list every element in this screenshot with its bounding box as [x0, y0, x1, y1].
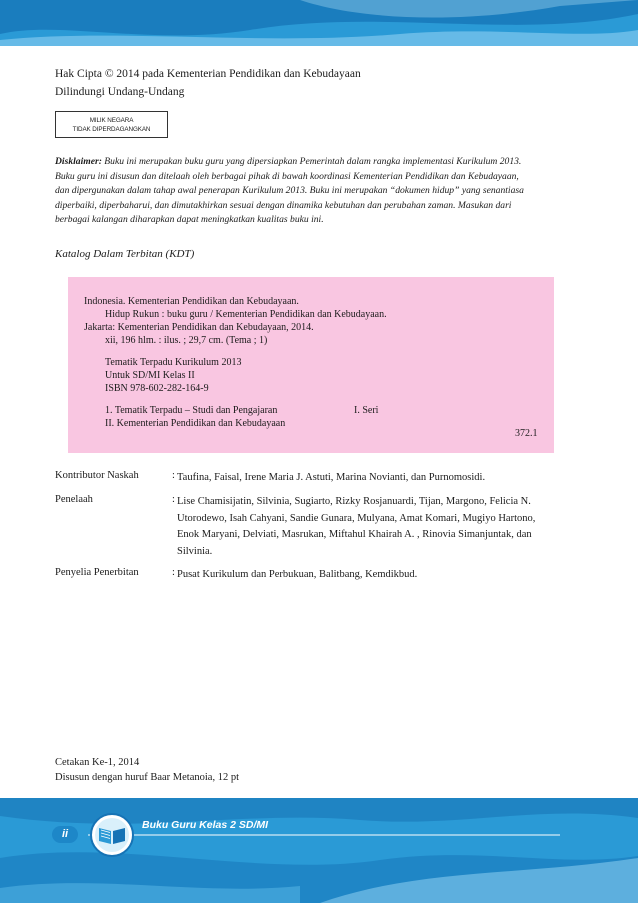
- kdt-series: I. Seri: [354, 405, 379, 416]
- disclaimer-line: Buku ini merupakan buku guru yang dipersiapkan Pemerintah dalam rangka implementasi Kurikulum 2013.: [101, 156, 522, 167]
- kdt-catalog-box: [68, 277, 554, 453]
- copyright-line: Hak Cipta © 2014 pada Kementerian Pendidikan dan Kebudayaan: [55, 68, 361, 80]
- kdt-subject: 1. Tematik Terpadu – Studi dan Pengajaran: [105, 405, 278, 416]
- disclaimer-line: dan dipergunakan dalam tahap awal penerapan Kurikulum 2013. Buku ini merupakan “dokumen hidup” yang senantiasa: [55, 185, 524, 197]
- reviewer-list: [177, 494, 557, 560]
- page-number: ii: [52, 826, 78, 843]
- stamp-line-2: TIDAK DIPERDAGANGKAN: [72, 126, 151, 133]
- kdt-line: Indonesia. Kementerian Pendidikan dan Kebudayaan.: [84, 296, 299, 307]
- colon: :: [172, 567, 175, 578]
- kdt-classification: 372.1: [515, 428, 538, 439]
- publisher-supervisor-label: Penyelia Penerbitan: [55, 567, 139, 578]
- kdt-line: Jakarta: Kementerian Pendidikan dan Kebudayaan, 2014.: [84, 322, 314, 333]
- contributor-label: Kontributor Naskah: [55, 470, 139, 481]
- kdt-line: xii, 196 hlm. : ilus. ; 29,7 cm. (Tema ; 1): [105, 335, 268, 346]
- open-book-icon: [89, 812, 135, 858]
- protection-line: Dilindungi Undang-Undang: [55, 86, 185, 98]
- disclaimer-line: diperbaiki, diperbaharui, dan dimutakhirkan sesuai dengan dinamika kebutuhan dan perubahan zaman. Masukan dari: [55, 199, 512, 211]
- top-decorative-band: [0, 0, 638, 46]
- kdt-line: II. Kementerian Pendidikan dan Kebudayaan: [105, 418, 286, 429]
- colon: :: [172, 470, 175, 481]
- reviewer-line: Utorodewo, Isah Cahyani, Sandie Gunara, Mulyana, Amat Komari, Mugiyo Hartono,: [177, 512, 536, 524]
- edition-line: Cetakan Ke-1, 2014: [55, 757, 140, 768]
- contributor-value: Taufina, Faisal, Irene Maria J. Astuti, Marina Novianti, dan Purnomosidi.: [177, 472, 486, 483]
- kdt-line: Tematik Terpadu Kurikulum 2013: [105, 357, 242, 368]
- kdt-isbn: ISBN 978-602-282-164-9: [105, 383, 209, 394]
- reviewer-line: Enok Maryani, Delviati, Masrukan, Miftahul Khairah A. , Rinovia Simanjuntak, dan: [177, 529, 532, 540]
- reviewer-line: Silvinia.: [177, 545, 213, 557]
- copyright-block: [55, 65, 361, 101]
- disclaimer-label: Disklaimer:: [55, 156, 102, 167]
- colon: :: [172, 494, 175, 505]
- publisher-supervisor-value: Pusat Kurikulum dan Perbukuan, Balitbang, Kemdikbud.: [177, 569, 418, 580]
- kdt-line: Untuk SD/MI Kelas II: [105, 370, 195, 381]
- reviewer-label: Penelaah: [55, 494, 93, 505]
- disclaimer-line: berbagai kalangan diharapkan dapat meningkatkan kualitas buku ini.: [55, 214, 324, 226]
- kdt-line: Hidup Rukun : buku guru / Kementerian Pendidikan dan Kebudayaan.: [105, 309, 387, 320]
- font-note-line: Disusun dengan huruf Baar Metanoia, 12 pt: [55, 772, 240, 783]
- kdt-heading: Katalog Dalam Terbitan (KDT): [55, 248, 195, 260]
- state-property-stamp: [55, 111, 168, 138]
- disclaimer-line: Buku guru ini disusun dan ditelaah oleh berbagai pihak di bawah koordinasi Kementerian Pendidikan dan Kebudayaan,: [55, 170, 519, 182]
- disclaimer: [55, 155, 569, 228]
- stamp-line-1: MILIK NEGARA: [89, 117, 134, 124]
- reviewer-line: Lise Chamisijatin, Silvinia, Sugiarto, Rizky Rosjanuardi, Tijan, Margono, Felicia N.: [177, 496, 531, 507]
- book-title: Buku Guru Kelas 2 SD/MI: [142, 819, 269, 831]
